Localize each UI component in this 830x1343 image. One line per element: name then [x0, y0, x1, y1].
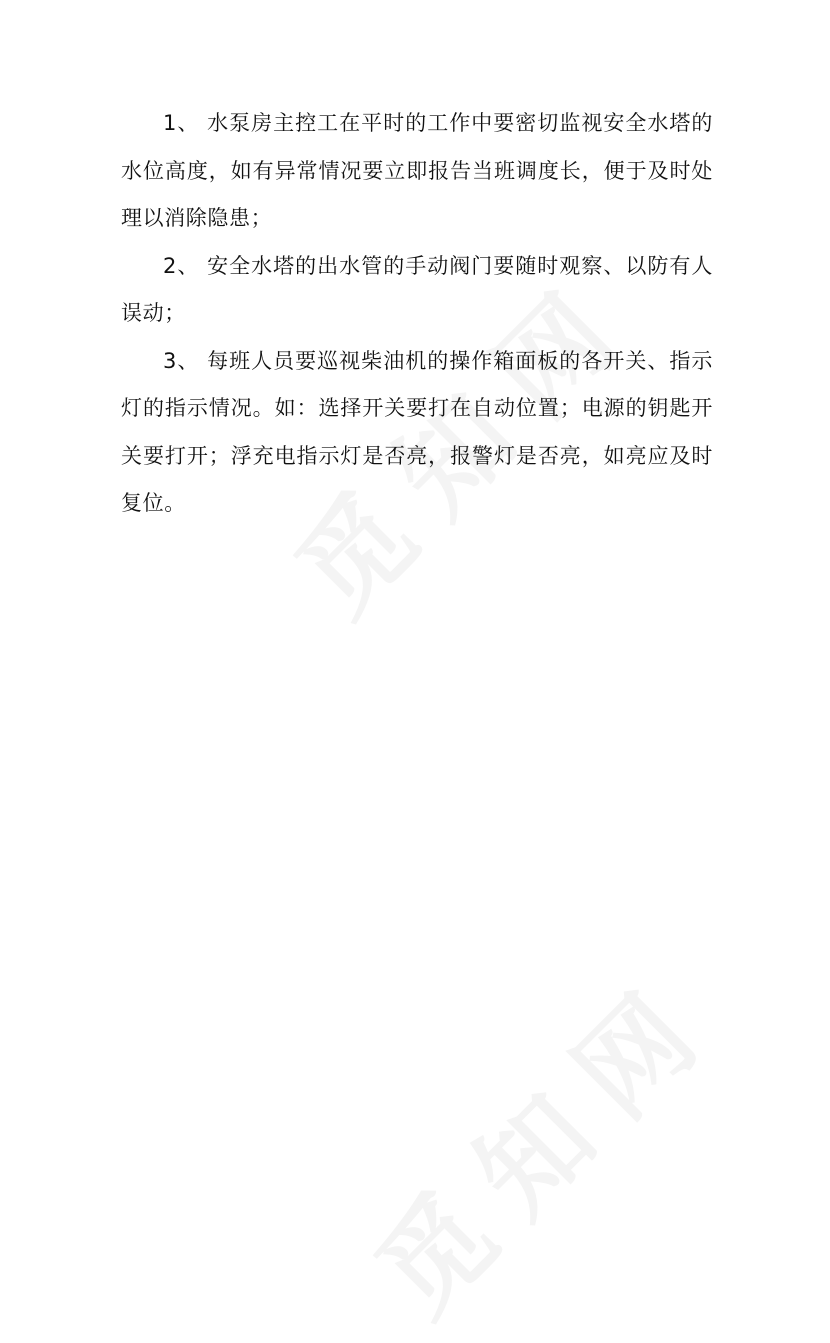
paragraph-2: 2、 安全水塔的出水管的手动阀门要随时观察、以防有人误动；: [121, 253, 713, 325]
paragraph-1: 1、 水泵房主控工在平时的工作中要密切监视安全水塔的水位高度，如有异常情况要立即报告当班调度长，便于及时处理以消除隐患；: [121, 111, 713, 230]
watermark: [336, 935, 745, 1343]
paragraph-3: 3、 每班人员要巡视柴油机的操作箱面板的各开关、指示灯的指示情况。如：选择开关要打在自动位置；电源的钥匙开关要打开；浮充电指示灯是否亮，报警灯是否亮，如亮应及时复位。: [121, 348, 713, 515]
document-body: [121, 100, 713, 528]
